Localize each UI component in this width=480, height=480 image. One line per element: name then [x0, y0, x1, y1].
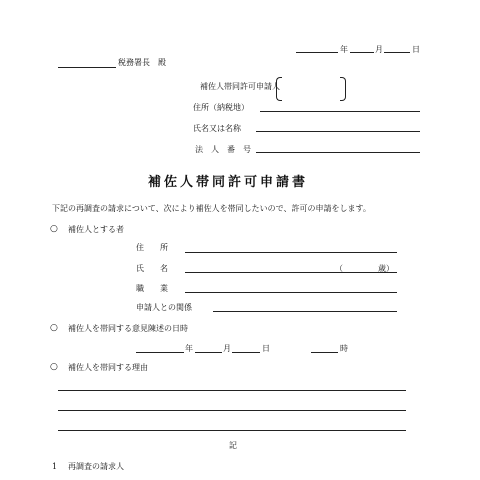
date-day-label: 日: [412, 45, 420, 54]
occupation-label: 職 業: [136, 284, 168, 293]
section3-heading: 補佐人を帯同する理由: [68, 363, 148, 372]
date-year-field[interactable]: [296, 52, 338, 53]
reason-line-1[interactable]: [58, 390, 406, 391]
applicant-address-field[interactable]: [260, 111, 420, 112]
section3-bullet: ○: [50, 362, 58, 372]
date-month-field[interactable]: [350, 52, 374, 53]
section1-heading: 補佐人とする者: [68, 225, 124, 234]
hearing-year-field[interactable]: [136, 352, 184, 353]
applicant-name-field[interactable]: [256, 131, 420, 132]
hearing-hour-field[interactable]: [311, 352, 338, 353]
page-title: 補佐人帯同許可申請書: [148, 175, 309, 190]
applicant-label: 補佐人帯同許可申請人: [200, 82, 280, 91]
applicant-bracket-right: [340, 77, 346, 101]
record-heading: 記: [229, 441, 237, 450]
relation-label: 申請人との関係: [136, 303, 192, 312]
corp-number-label: 法 人 番 号: [195, 145, 251, 154]
intro-text: 下記の再調査の請求について、次により補佐人を帯同したいので、許可の申請をします。: [52, 204, 371, 213]
assistant-name-label: 氏 名: [136, 264, 168, 273]
age-open-paren: （: [335, 264, 343, 273]
occupation-field[interactable]: [185, 292, 397, 293]
hearing-year-label: 年: [185, 344, 193, 353]
corp-number-field[interactable]: [256, 152, 420, 153]
section2-bullet: ○: [50, 323, 58, 333]
assistant-address-label: 住 所: [136, 243, 168, 252]
assistant-name-field[interactable]: [185, 272, 397, 273]
reason-line-2[interactable]: [58, 410, 406, 411]
assistant-address-field[interactable]: [185, 252, 397, 253]
section2-heading: 補佐人を帯同する意見陳述の日時: [68, 324, 188, 333]
date-year-label: 年: [340, 45, 348, 54]
hearing-day-field[interactable]: [232, 352, 260, 353]
applicant-name-label: 氏名又は名称: [193, 124, 241, 133]
hearing-month-label: 月: [223, 344, 231, 353]
age-label: 歳）: [378, 264, 394, 273]
applicant-address-label: 住所（納税地）: [193, 103, 249, 112]
date-day-field[interactable]: [384, 52, 410, 53]
date-month-label: 月: [375, 45, 383, 54]
section1-bullet: ○: [50, 224, 58, 234]
hearing-day-label: 日: [262, 344, 270, 353]
tax-office-field[interactable]: [58, 67, 116, 68]
item1-number: 1: [52, 462, 58, 471]
reason-line-3[interactable]: [58, 430, 406, 431]
addressee-label: 税務署長 殿: [118, 58, 166, 67]
hearing-month-field[interactable]: [195, 352, 222, 353]
item1-label: 再調査の請求人: [68, 462, 124, 471]
hearing-hour-label: 時: [340, 344, 348, 353]
relation-field[interactable]: [213, 311, 397, 312]
applicant-bracket-left: [276, 77, 282, 101]
